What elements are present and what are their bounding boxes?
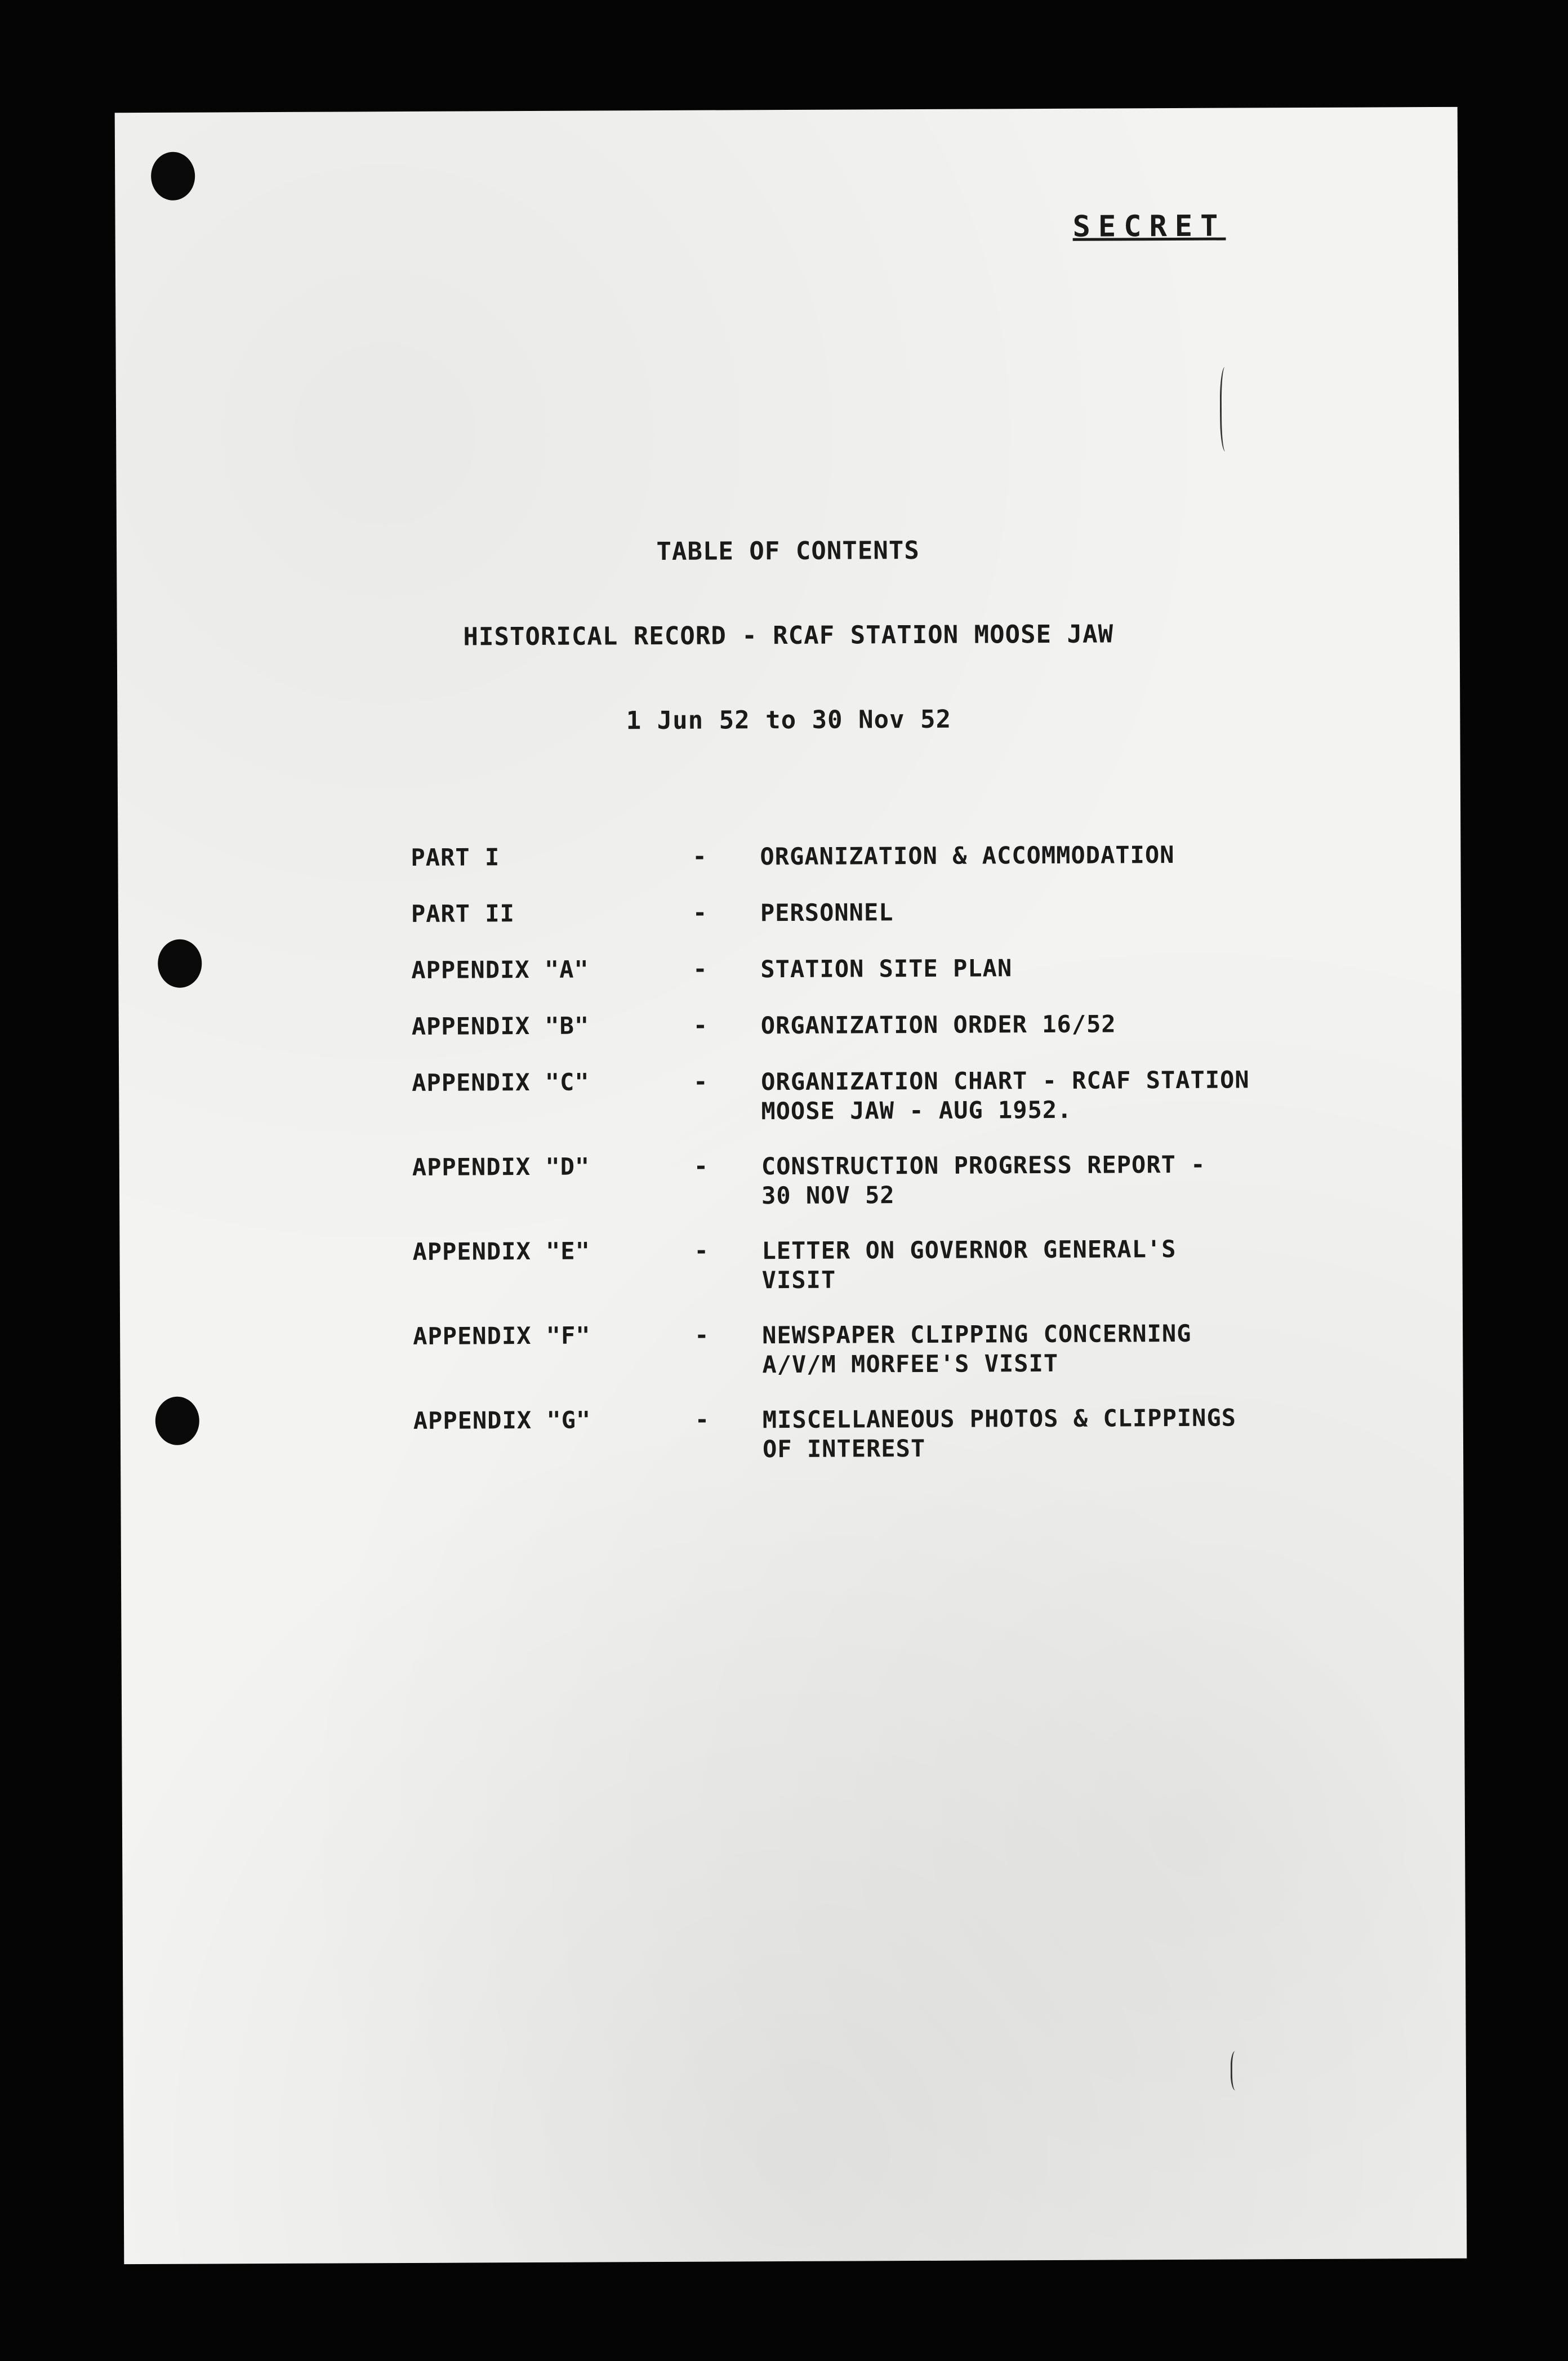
toc-item-description: ORGANIZATION CHART - RCAF STATION MOOSE JAW - AUG 1952. bbox=[761, 1066, 1250, 1125]
toc-separator: - bbox=[693, 1011, 709, 1039]
toc-item-description: NEWSPAPER CLIPPING CONCERNING A/V/M MORFEE'S VISIT bbox=[762, 1319, 1192, 1379]
toc-row bbox=[119, 1149, 1463, 1222]
toc-item-label: APPENDIX "D" bbox=[412, 1152, 590, 1181]
document-subtitle: HISTORICAL RECORD - RCAF STATION MOOSE JAW bbox=[463, 620, 1114, 652]
toc-item-label: APPENDIX "A" bbox=[411, 955, 589, 984]
document-page bbox=[115, 107, 1467, 2264]
toc-item-label: APPENDIX "E" bbox=[412, 1237, 591, 1266]
toc-item-label: APPENDIX "G" bbox=[413, 1406, 591, 1435]
toc-item-description: ORGANIZATION & ACCOMMODATION bbox=[760, 841, 1175, 871]
toc-item-description: MISCELLANEOUS PHOTOS & CLIPPINGS OF INTEREST bbox=[762, 1404, 1237, 1463]
scratch-mark-top bbox=[1220, 367, 1233, 452]
toc-row bbox=[121, 1402, 1464, 1476]
toc-separator: - bbox=[694, 1405, 710, 1433]
toc-item-description: STATION SITE PLAN bbox=[760, 954, 1013, 983]
toc-separator: - bbox=[692, 842, 707, 870]
toc-item-description: ORGANIZATION ORDER 16/52 bbox=[760, 1010, 1116, 1040]
toc-item-label: APPENDIX "F" bbox=[413, 1321, 591, 1350]
toc-separator: - bbox=[692, 898, 708, 926]
toc-item-description: CONSTRUCTION PROGRESS REPORT - 30 NOV 52 bbox=[761, 1150, 1206, 1210]
toc-item-description: LETTER ON GOVERNOR GENERAL'S VISIT bbox=[761, 1235, 1177, 1294]
toc-separator: - bbox=[693, 955, 708, 983]
date-range: 1 Jun 52 to 30 Nov 52 bbox=[626, 705, 952, 736]
toc-item-label: PART I bbox=[411, 843, 500, 871]
toc-separator: - bbox=[693, 1067, 709, 1095]
toc-row bbox=[119, 1064, 1462, 1138]
toc-separator: - bbox=[694, 1236, 709, 1264]
toc-item-description: PERSONNEL bbox=[760, 898, 894, 927]
toc-item-label: APPENDIX "C" bbox=[412, 1068, 590, 1097]
scratch-mark-bottom bbox=[1231, 2051, 1242, 2091]
punch-hole-top bbox=[151, 152, 195, 201]
toc-item-label: PART II bbox=[411, 899, 515, 928]
toc-separator: - bbox=[694, 1321, 710, 1349]
document-title: TABLE OF CONTENTS bbox=[656, 536, 920, 567]
toc-row bbox=[120, 1318, 1463, 1391]
toc-item-label: APPENDIX "B" bbox=[411, 1012, 590, 1040]
toc-row bbox=[119, 1233, 1463, 1307]
toc-separator: - bbox=[693, 1152, 709, 1180]
classification-label: SECRET bbox=[1072, 209, 1226, 244]
